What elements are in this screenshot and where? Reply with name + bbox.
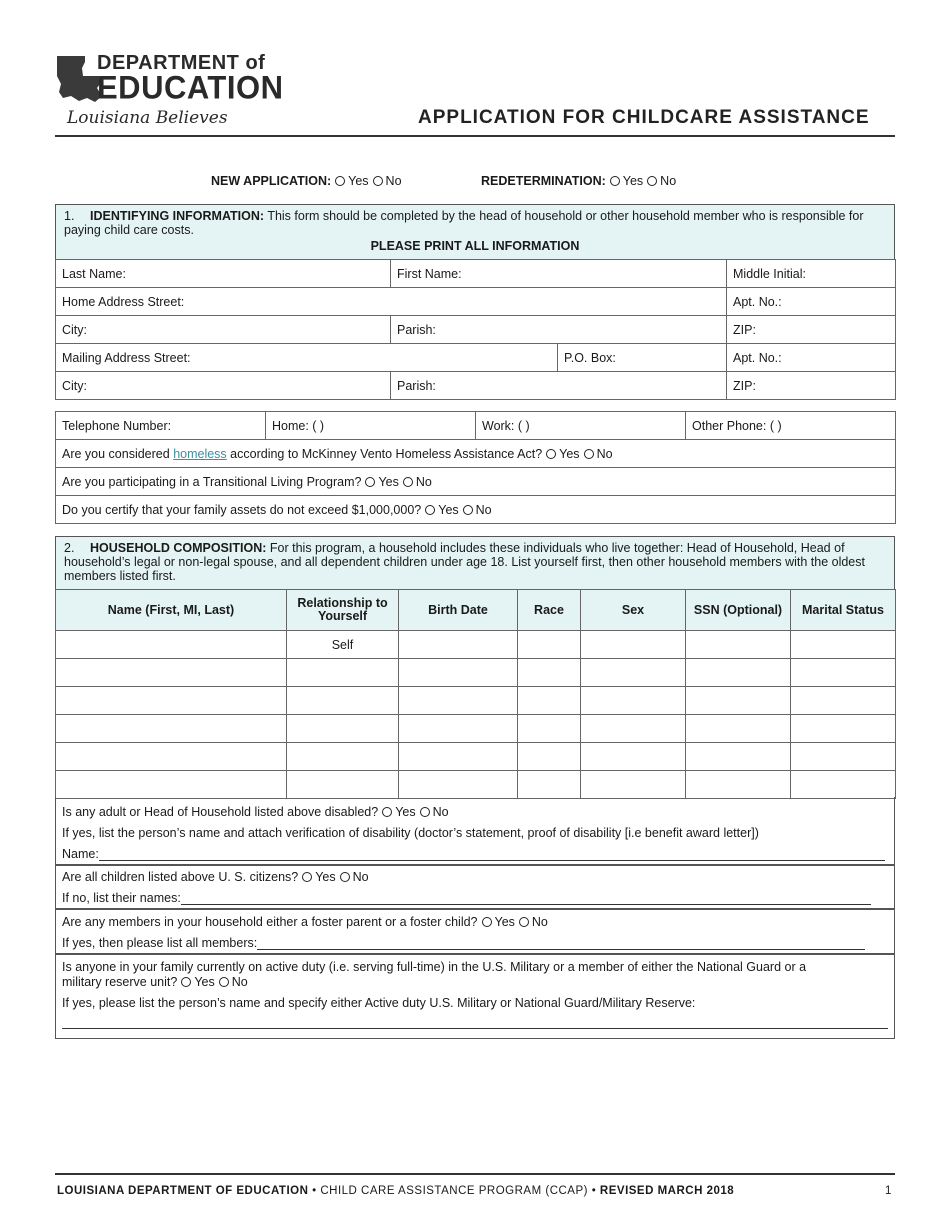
no-label: No bbox=[531, 915, 548, 929]
table-cell[interactable] bbox=[686, 743, 791, 771]
table-cell[interactable] bbox=[56, 743, 287, 771]
citizens-no-radio[interactable] bbox=[340, 872, 350, 882]
table-cell[interactable] bbox=[581, 659, 686, 687]
department-logo bbox=[55, 52, 284, 132]
table-cell[interactable] bbox=[56, 771, 287, 799]
table-cell[interactable] bbox=[581, 743, 686, 771]
citizens-followup-text: If no, list their names: bbox=[62, 891, 181, 905]
first-name-field[interactable]: First Name: bbox=[391, 260, 727, 288]
redetermination-no-radio[interactable] bbox=[647, 176, 657, 186]
assets-no-radio[interactable] bbox=[463, 505, 473, 515]
column-header: Marital Status bbox=[791, 590, 896, 631]
mailing-parish-field[interactable]: Parish: bbox=[391, 372, 727, 400]
table-cell[interactable] bbox=[686, 715, 791, 743]
disabled-name-input[interactable] bbox=[99, 848, 885, 861]
foster-question bbox=[62, 915, 548, 929]
column-header: Birth Date bbox=[399, 590, 518, 631]
homeless-no-radio[interactable] bbox=[584, 449, 594, 459]
table-cell[interactable] bbox=[56, 659, 287, 687]
yes-label: Yes bbox=[559, 446, 580, 461]
yes-label: Yes bbox=[395, 805, 416, 819]
household-table bbox=[55, 589, 896, 799]
table-cell[interactable] bbox=[287, 743, 399, 771]
yes-label: Yes bbox=[378, 474, 399, 489]
table-row bbox=[56, 715, 896, 743]
table-cell[interactable] bbox=[791, 631, 896, 659]
table-cell[interactable] bbox=[791, 687, 896, 715]
no-label: No bbox=[415, 474, 432, 489]
table-cell[interactable] bbox=[518, 631, 581, 659]
divider bbox=[56, 908, 894, 910]
home-apt-field[interactable]: Apt. No.: bbox=[727, 288, 896, 316]
table-cell[interactable] bbox=[518, 687, 581, 715]
table-cell[interactable] bbox=[686, 631, 791, 659]
homeless-yes-radio[interactable] bbox=[546, 449, 556, 459]
homeless-question-text-end: according to McKinney Vento Homeless Assistance Act? bbox=[230, 446, 543, 461]
logo-tagline: Louisiana Believes bbox=[67, 108, 228, 128]
citizens-names-input[interactable] bbox=[181, 892, 871, 905]
homeless-link[interactable]: homeless bbox=[173, 446, 227, 461]
disabled-followup: If yes, list the person’s name and attach verification of disability (doctor’s statement, proof of disability [i.e benefit award letter]) bbox=[62, 826, 759, 840]
print-note: PLEASE PRINT ALL INFORMATION bbox=[370, 239, 580, 253]
assets-question bbox=[56, 496, 896, 524]
no-label: No bbox=[385, 174, 402, 188]
yes-label: Yes bbox=[194, 975, 215, 989]
table-cell[interactable] bbox=[791, 659, 896, 687]
identifying-info-table bbox=[55, 259, 896, 400]
yes-label: Yes bbox=[438, 502, 459, 517]
home-phone-field[interactable]: Home: ( ) bbox=[266, 412, 476, 440]
home-zip-field[interactable]: ZIP: bbox=[727, 316, 896, 344]
table-cell[interactable] bbox=[791, 715, 896, 743]
citizens-question bbox=[62, 870, 369, 884]
new-application-no-radio[interactable] bbox=[373, 176, 383, 186]
mailing-zip-field[interactable]: ZIP: bbox=[727, 372, 896, 400]
homeless-question bbox=[56, 440, 896, 468]
disabled-question-text: Is any adult or Head of Household listed above disabled? bbox=[62, 805, 379, 819]
table-cell[interactable] bbox=[56, 631, 287, 659]
citizens-followup-line bbox=[62, 891, 871, 905]
section-2-number: 2. bbox=[64, 541, 75, 555]
assets-yes-radio[interactable] bbox=[425, 505, 435, 515]
redetermination-yes-radio[interactable] bbox=[610, 176, 620, 186]
home-city-field[interactable]: City: bbox=[56, 316, 391, 344]
table-cell[interactable] bbox=[686, 687, 791, 715]
table-cell[interactable] bbox=[791, 743, 896, 771]
mailing-apt-field[interactable]: Apt. No.: bbox=[727, 344, 896, 372]
table-cell[interactable] bbox=[581, 715, 686, 743]
military-question-text: military reserve unit? bbox=[62, 975, 178, 989]
transitional-no-radio[interactable] bbox=[403, 477, 413, 487]
new-application-group bbox=[211, 174, 402, 188]
table-cell[interactable] bbox=[399, 631, 518, 659]
table-cell[interactable] bbox=[518, 771, 581, 799]
yes-label: Yes bbox=[348, 174, 369, 188]
footer-bullet: • bbox=[591, 1185, 597, 1197]
redetermination-group bbox=[481, 174, 676, 188]
divider bbox=[56, 864, 894, 866]
work-phone-field[interactable]: Work: ( ) bbox=[476, 412, 686, 440]
transitional-yes-radio[interactable] bbox=[365, 477, 375, 487]
transitional-question-text: Are you participating in a Transitional Living Program? bbox=[62, 474, 362, 489]
new-application-label: NEW APPLICATION: bbox=[211, 174, 332, 188]
section-2-heading: HOUSEHOLD COMPOSITION: bbox=[90, 541, 267, 555]
section-2-intro: For this program, a household includes these individuals who live together: Head of Household, Head of household’s legal or non-legal spouse, and all dependent children under age 18. List yourself first, then other household members with the oldest members listed first. bbox=[64, 541, 865, 583]
footer-program: CHILD CARE ASSISTANCE PROGRAM (CCAP) bbox=[320, 1185, 588, 1197]
no-label: No bbox=[596, 446, 613, 461]
military-question-line2 bbox=[62, 975, 248, 989]
footer-text bbox=[57, 1185, 734, 1197]
yes-label: Yes bbox=[494, 915, 515, 929]
table-cell[interactable] bbox=[287, 771, 399, 799]
column-header: Race bbox=[518, 590, 581, 631]
disabled-question bbox=[62, 805, 449, 819]
military-yes-radio[interactable] bbox=[181, 977, 191, 987]
disabled-yes-radio[interactable] bbox=[382, 807, 392, 817]
logo-department-text: DEPARTMENT of bbox=[97, 52, 266, 74]
page-title: APPLICATION FOR CHILDCARE ASSISTANCE bbox=[418, 107, 870, 128]
table-row bbox=[56, 743, 896, 771]
foster-no-radio[interactable] bbox=[519, 917, 529, 927]
column-header: Name (First, MI, Last) bbox=[56, 590, 287, 631]
section-1-heading: IDENTIFYING INFORMATION: bbox=[90, 209, 265, 223]
foster-followup-text: If yes, then please list all members: bbox=[62, 936, 258, 950]
home-address-field[interactable]: Home Address Street: bbox=[56, 288, 727, 316]
transitional-question bbox=[56, 468, 896, 496]
louisiana-state-icon bbox=[55, 54, 103, 104]
section-1-number: 1. bbox=[64, 209, 75, 223]
disabled-no-radio[interactable] bbox=[420, 807, 430, 817]
table-cell[interactable] bbox=[56, 715, 287, 743]
table-cell[interactable] bbox=[287, 659, 399, 687]
table-row bbox=[56, 771, 896, 799]
table-cell[interactable] bbox=[686, 771, 791, 799]
military-details-input[interactable] bbox=[62, 1016, 888, 1029]
home-parish-field[interactable]: Parish: bbox=[391, 316, 727, 344]
table-cell[interactable] bbox=[518, 659, 581, 687]
no-label: No bbox=[660, 174, 677, 188]
table-cell[interactable] bbox=[287, 687, 399, 715]
footer-divider bbox=[55, 1173, 895, 1175]
new-application-yes-radio[interactable] bbox=[335, 176, 345, 186]
table-cell[interactable] bbox=[399, 743, 518, 771]
foster-question-text: Are any members in your household either a foster parent or a foster child? bbox=[62, 915, 478, 929]
homeless-question-text: Are you considered bbox=[62, 446, 170, 461]
table-cell[interactable] bbox=[581, 771, 686, 799]
no-label: No bbox=[432, 805, 449, 819]
table-cell[interactable] bbox=[399, 771, 518, 799]
name-label: Name: bbox=[62, 847, 99, 861]
divider bbox=[56, 953, 894, 955]
yes-label: Yes bbox=[315, 870, 336, 884]
telephone-label: Telephone Number: bbox=[56, 412, 266, 440]
table-cell[interactable] bbox=[399, 659, 518, 687]
citizens-yes-radio[interactable] bbox=[302, 872, 312, 882]
table-cell[interactable] bbox=[56, 687, 287, 715]
table-row bbox=[56, 631, 896, 659]
table-cell[interactable] bbox=[581, 631, 686, 659]
table-cell[interactable] bbox=[518, 743, 581, 771]
other-phone-field[interactable]: Other Phone: ( ) bbox=[686, 412, 896, 440]
military-no-radio[interactable] bbox=[219, 977, 229, 987]
no-label: No bbox=[231, 975, 248, 989]
contact-table bbox=[55, 411, 896, 524]
column-header: SSN (Optional) bbox=[686, 590, 791, 631]
section-1-intro: This form should be completed by the head of household or other household member who is responsible for paying child care costs. bbox=[64, 209, 864, 237]
foster-yes-radio[interactable] bbox=[482, 917, 492, 927]
mailing-city-field[interactable]: City: bbox=[56, 372, 391, 400]
column-header: Relationship to Yourself bbox=[287, 590, 399, 631]
page-number: 1 bbox=[885, 1185, 892, 1197]
military-followup: If yes, please list the person’s name and specify either Active duty U.S. Military or National Guard/Military Reserve: bbox=[62, 996, 696, 1010]
foster-followup-line bbox=[62, 936, 865, 950]
table-cell[interactable] bbox=[399, 715, 518, 743]
table-cell[interactable] bbox=[581, 687, 686, 715]
military-question-line1: Is anyone in your family currently on active duty (i.e. serving full-time) in the U.S. Military or a member of either the National Guard or a bbox=[62, 960, 807, 974]
foster-members-input[interactable] bbox=[257, 937, 865, 950]
footer-org: LOUISIANA DEPARTMENT OF EDUCATION bbox=[57, 1185, 309, 1197]
table-cell[interactable] bbox=[287, 715, 399, 743]
last-name-field[interactable]: Last Name: bbox=[56, 260, 391, 288]
table-cell[interactable] bbox=[518, 715, 581, 743]
table-cell[interactable] bbox=[399, 687, 518, 715]
title-divider bbox=[55, 135, 895, 137]
yes-label: Yes bbox=[622, 174, 644, 188]
middle-initial-field[interactable]: Middle Initial: bbox=[727, 260, 896, 288]
mailing-address-field[interactable]: Mailing Address Street: bbox=[56, 344, 558, 372]
footer-revised: REVISED MARCH 2018 bbox=[599, 1185, 735, 1197]
po-box-field[interactable]: P.O. Box: bbox=[558, 344, 727, 372]
column-header: Sex bbox=[581, 590, 686, 631]
disabled-name-line bbox=[62, 847, 885, 861]
assets-question-text: Do you certify that your family assets do not exceed $1,000,000? bbox=[62, 502, 422, 517]
redetermination-label: REDETERMINATION: bbox=[481, 174, 606, 188]
table-row bbox=[56, 659, 896, 687]
section-1-header bbox=[55, 204, 895, 260]
no-label: No bbox=[475, 502, 492, 517]
citizens-question-text: Are all children listed above U. S. citizens? bbox=[62, 870, 299, 884]
table-row bbox=[56, 687, 896, 715]
table-cell[interactable] bbox=[686, 659, 791, 687]
footer-bullet: • bbox=[312, 1185, 317, 1197]
section-2-header bbox=[55, 536, 895, 590]
logo-education-text: EDUCATION bbox=[97, 69, 284, 106]
table-cell[interactable] bbox=[791, 771, 896, 799]
relationship-self: Self bbox=[287, 631, 399, 659]
no-label: No bbox=[352, 870, 369, 884]
